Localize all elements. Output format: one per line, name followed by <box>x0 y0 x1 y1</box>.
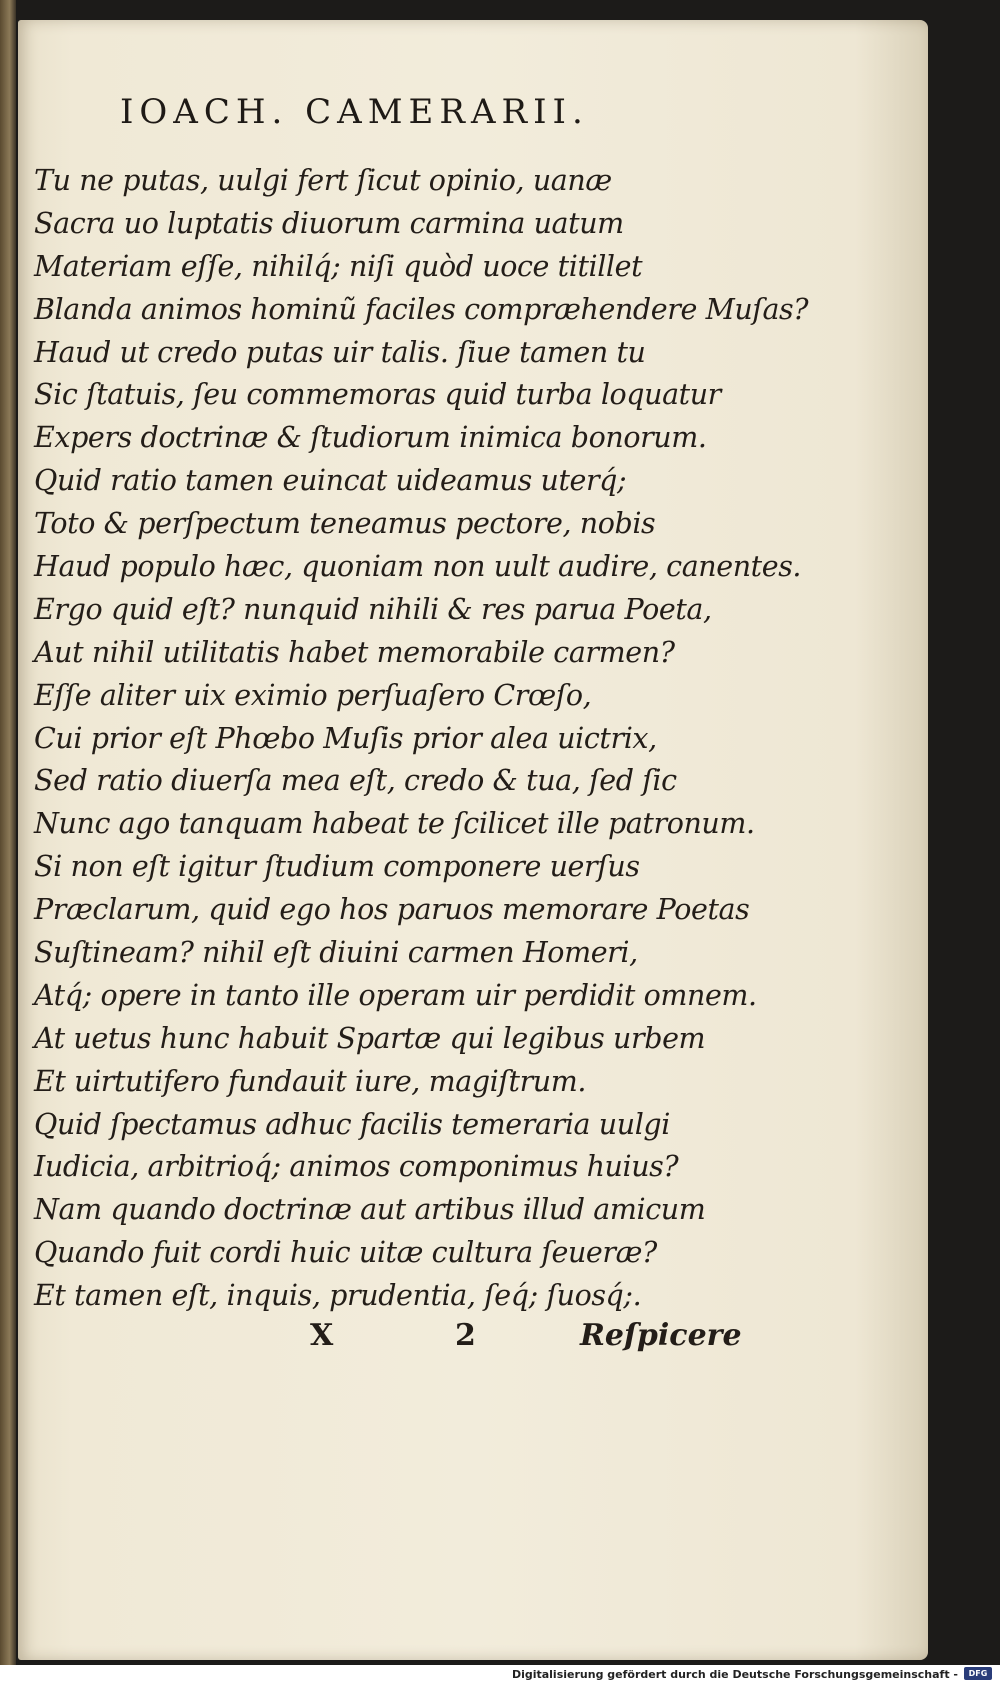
verse-line: Tu ne putas, uulgi fert ſicut opinio, uanæ <box>34 164 612 197</box>
verse-line: Quid ſpectamus adhuc facilis temeraria uulgi <box>34 1107 670 1141</box>
verse-line: Quando fuit cordi huic uitæ cultura ſeueræ? <box>34 1236 657 1270</box>
verse-text <box>34 160 809 1318</box>
verse-line: Haud populo hæc, quoniam non uult audire, canentes. <box>34 550 802 584</box>
credit-text: Digitalisierung gefördert durch die Deutsche Forschungsgemeinschaft - <box>511 1668 958 1681</box>
verse-line: Haud ut credo putas uir talis. ſiue tamen tu <box>34 335 646 369</box>
verse-line: Si non eſt igitur ſtudium componere uerſus <box>34 850 640 884</box>
signature-mark: X <box>310 1318 334 1353</box>
verse-line: Præclarum, quid ego hos paruos memorare Poetas <box>34 893 750 927</box>
verse-line: Sacra uo luptatis diuorum carmina uatum <box>34 206 624 240</box>
verse-line: At uetus hunc habuit Spartæ qui legibus urbem <box>34 1021 706 1055</box>
verse-line: Blanda animos hominũ faciles compræhendere Muſas? <box>34 292 809 326</box>
dfg-logo-icon: DFG <box>964 1667 992 1680</box>
verse-line: Eſſe aliter uix eximio perſuaſero Crœſo, <box>34 678 592 712</box>
verse-line: Expers doctrinæ & ſtudiorum inimica bonorum. <box>34 421 707 455</box>
book-spine <box>0 0 16 1665</box>
verse-line: Sic ſtatuis, ſeu commemoras quid turba loquatur <box>34 378 721 412</box>
verse-line: Nam quando doctrinæ aut artibus illud amicum <box>34 1193 706 1227</box>
catchword: Reſpicere <box>580 1318 742 1353</box>
verse-line: Atq́; opere in tanto ille operam uir perdidit omnem. <box>34 978 757 1012</box>
page-footer <box>310 1318 742 1353</box>
verse-line: Aut nihil utilitatis habet memorabile carmen? <box>34 635 675 669</box>
verse-line: Materiam eſſe, nihilq́; niſi quòd uoce titillet <box>34 249 643 283</box>
running-head: IOACH. CAMERARII. <box>120 92 589 132</box>
verse-line: Nunc ago tanquam habeat te ſcilicet ille patronum. <box>34 807 755 841</box>
verse-line: Ergo quid eſt? nunquid nihili & res parua Poeta, <box>34 592 712 626</box>
signature-number: 2 <box>455 1318 476 1353</box>
verse-line: Quid ratio tamen euincat uideamus uterq́; <box>34 464 627 498</box>
verse-line: Iudicia, arbitrioq́; animos componimus huius? <box>34 1150 679 1184</box>
verse-line: Suſtineam? nihil eſt diuini carmen Homeri, <box>34 936 638 970</box>
verse-line: Toto & perſpectum teneamus pectore, nobis <box>34 507 656 541</box>
verse-line: Et tamen eſt, inquis, prudentia, ſeq́; ſuosq́;. <box>34 1279 642 1313</box>
verse-line: Cui prior eſt Phœbo Muſis prior alea uictrix, <box>34 721 657 755</box>
verse-line: Sed ratio diuerſa mea eſt, credo & tua, ſed ſic <box>34 764 677 798</box>
verse-line: Et uirtutifero fundauit iure, magiſtrum. <box>34 1064 587 1098</box>
